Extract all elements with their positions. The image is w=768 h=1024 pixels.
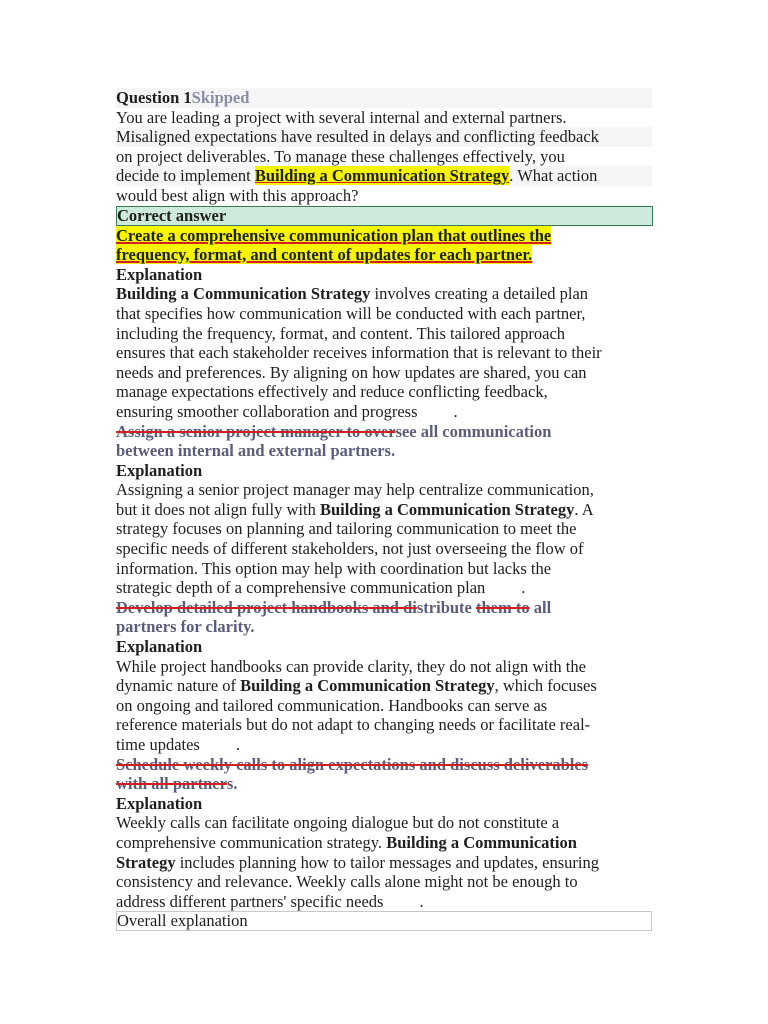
explanation-text: address different partners' specific needs — [116, 891, 384, 911]
explanation-text: time updates — [116, 735, 200, 754]
wrong-option[interactable] — [116, 755, 652, 775]
struck-text: Assign a senior project manager to over — [116, 421, 396, 441]
option-text: see all communication — [395, 421, 552, 441]
wrong-option-cont[interactable]: between internal and external partners. — [116, 441, 396, 461]
explanation-line — [116, 735, 652, 755]
strategy-term: Building a Communication Strategy — [116, 284, 371, 304]
wrong-option[interactable] — [116, 422, 652, 442]
explanation-line: ensures that each stakeholder receives information that is relevant to their — [116, 343, 602, 363]
explanation-line — [116, 402, 652, 422]
question-text-line — [116, 166, 652, 186]
explanation-line: including the frequency, format, and content. This tailored approach — [116, 323, 566, 343]
strategy-term: Building a Communication — [386, 832, 577, 852]
explanation-end: . — [235, 735, 240, 754]
explanation-text: involves creating a detailed plan — [370, 284, 589, 304]
explanation-end: . — [453, 401, 458, 421]
struck-text: them to — [476, 597, 530, 617]
overall-explanation-toggle[interactable]: Overall explanation — [116, 911, 652, 931]
explanation-line — [116, 500, 652, 520]
explanation-line: Assigning a senior project manager may help centralize communication, — [116, 480, 594, 500]
option-text: all — [529, 597, 552, 617]
strategy-term: Building a Communication Strategy — [240, 676, 495, 696]
struck-text: Schedule weekly calls to align expectations and discuss deliverables — [116, 754, 589, 774]
explanation-line — [116, 853, 652, 873]
explanation-text: ensuring smoother collaboration and progress — [116, 401, 418, 421]
explanation-line: on ongoing and tailored communication. Handbooks can serve as — [116, 695, 548, 715]
explanation-line: that specifies how communication will be conducted with each partner, — [116, 303, 586, 323]
question-text-line: on project deliverables. To manage these challenges effectively, you — [116, 146, 565, 166]
explanation-text: strategic depth of a comprehensive communication plan — [116, 578, 486, 598]
correct-answer-option[interactable] — [116, 226, 652, 246]
question-text-line: Misaligned expectations have resulted in delays and conflicting feedback — [116, 127, 652, 147]
correct-answer-text: frequency, format, and content of updates for each partner. — [116, 245, 533, 265]
wrong-option[interactable] — [116, 598, 652, 618]
explanation-line: specific needs of different stakeholders, not just overseeing the flow of — [116, 539, 584, 559]
question-text-line: You are leading a project with several internal and external partners. — [116, 107, 567, 127]
explanation-text: comprehensive communication strategy. — [116, 832, 387, 852]
option-text: s. — [226, 774, 238, 794]
correct-answer-text: Create a comprehensive communication plan that outlines the — [116, 225, 552, 245]
highlighted-strategy: Building a Communication Strategy — [254, 166, 510, 186]
struck-text: with all partner — [116, 774, 227, 794]
explanation-line: reference materials but do not adapt to changing needs or facilitate real- — [116, 715, 591, 735]
explanation-line — [116, 676, 652, 696]
explanation-line: strategy focuses on planning and tailoring communication to meet the — [116, 519, 577, 539]
explanation-end: . — [419, 891, 424, 911]
explanation-line: manage expectations effectively and reduce conflicting feedback, — [116, 382, 548, 402]
correct-answer-label: Correct answer — [116, 206, 653, 226]
explanation-text: includes planning how to tailor messages and updates, ensuring — [175, 852, 599, 872]
wrong-option-cont[interactable]: partners for clarity. — [116, 617, 255, 637]
explanation-end: . — [521, 578, 526, 598]
question-header — [116, 88, 652, 108]
explanation-heading: Explanation — [116, 637, 203, 657]
explanation-line — [116, 578, 652, 598]
explanation-line: information. This option may help with coordination but lacks the — [116, 558, 552, 578]
question-text: . What action — [509, 166, 598, 186]
explanation-line: needs and preferences. By aligning on how updates are shared, you can — [116, 362, 587, 382]
question-text: decide to implement — [116, 166, 255, 186]
explanation-line: Weekly calls can facilitate ongoing dialogue but do not constitute a — [116, 813, 560, 833]
question-text-line: would best align with this approach? — [116, 185, 359, 205]
wrong-option-cont[interactable] — [116, 774, 652, 794]
struck-text: Develop detailed project handbooks and di — [116, 597, 417, 617]
explanation-text: , which focuses — [494, 676, 597, 696]
option-text: stribute — [416, 597, 476, 617]
strategy-term: Building a Communication Strategy — [319, 499, 575, 519]
explanation-heading: Explanation — [116, 264, 203, 284]
explanation-heading: Explanation — [116, 793, 203, 813]
explanation-line — [116, 284, 652, 304]
explanation-line — [116, 892, 652, 912]
explanation-text: . A — [574, 499, 594, 519]
explanation-heading: Explanation — [116, 460, 203, 480]
explanation-line — [116, 833, 652, 853]
skipped-status: Skipped — [191, 88, 250, 107]
explanation-text: dynamic nature of — [116, 676, 241, 696]
strategy-term: Strategy — [116, 852, 176, 872]
explanation-line: consistency and relevance. Weekly calls alone might not be enough to — [116, 872, 578, 892]
question-page — [116, 88, 652, 931]
explanation-text: but it does not align fully with — [116, 499, 320, 519]
explanation-line: While project handbooks can provide clarity, they do not align with the — [116, 656, 586, 676]
correct-answer-option-cont[interactable] — [116, 245, 652, 265]
question-label: Question 1 — [116, 88, 192, 107]
